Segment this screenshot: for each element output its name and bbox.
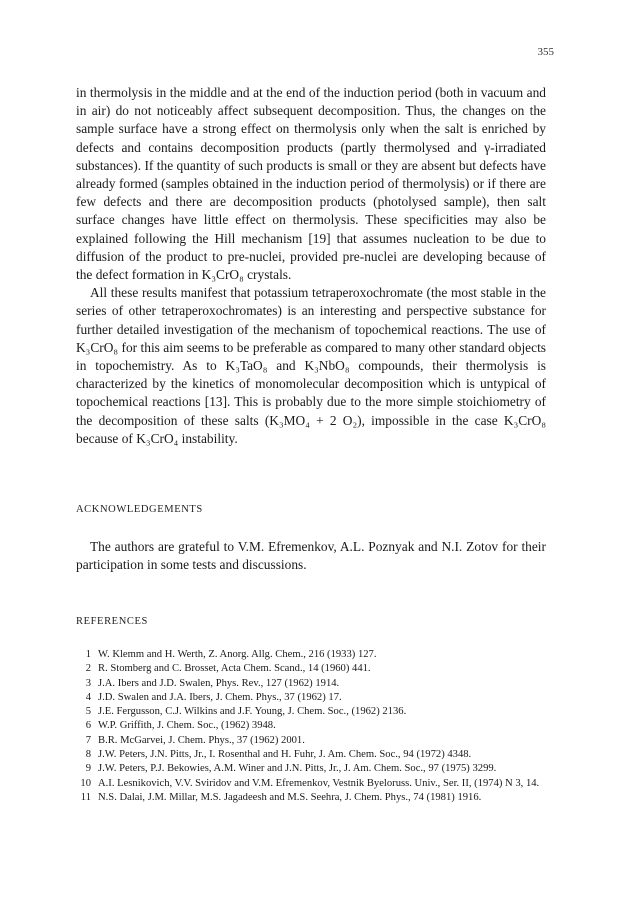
page-number: 355 (537, 46, 554, 58)
acknowledgements-heading: ACKNOWLEDGEMENTS (76, 504, 203, 515)
reference-item (76, 677, 546, 691)
reference-text: J.W. Peters, J.N. Pitts, Jr., I. Rosenthal and H. Fuhr, J. Am. Chem. Soc., 94 (1972) 4348. (98, 749, 472, 761)
reference-text: N.S. Dalai, J.M. Millar, M.S. Jagadeesh and M.S. Seehra, J. Chem. Phys., 74 (1981) 1916. (98, 791, 482, 803)
references-list (76, 648, 546, 805)
reference-number: 2 (85, 663, 91, 675)
reference-number: 8 (85, 749, 91, 761)
reference-text: J.W. Peters, P.J. Bekowies, A.M. Winer and J.N. Pitts, Jr., J. Am. Chem. Soc., 97 (1975) 3299. (98, 763, 497, 775)
reference-item (76, 748, 546, 762)
references-heading: REFERENCES (76, 616, 148, 627)
reference-item (76, 791, 546, 805)
reference-item (76, 777, 546, 791)
reference-text: J.E. Fergusson, C.J. Wilkins and J.F. Young, J. Chem. Soc., (1962) 2136. (98, 706, 407, 718)
reference-number: 10 (80, 777, 91, 789)
reference-number: 11 (80, 791, 91, 803)
reference-item (76, 662, 546, 676)
acknowledgements-text: The authors are grateful to V.M. Efremenkov, A.L. Poznyak and N.I. Zotov for their participation in some tests and discussions. (76, 539, 546, 573)
reference-item (76, 648, 546, 662)
reference-text: B.R. McGarvei, J. Chem. Phys., 37 (1962) 2001. (98, 734, 305, 746)
body-paragraph-1: in thermolysis in the middle and at the end of the induction period (both in vacuum and in air) do not noticeably affect subsequent decomposition. Thus, the changes on the sample surface have a strong effect on thermolysis only when the salt is enriched by defects and contains decomposition products (partly thermolysed and γ-irradiated substances). If the quantity of such products is small or they are absent but defects have already formed (samples obtained in the induction period of thermolysis) or if there are few defects and there are decomposition products (photolysed sample), then salt surface changes have little effect on thermolysis. These specificities may also be explained following the Hill mechanism [19] that assumes nucleation to be due to diffusion of the product to pre-nuclei, provided pre-nuclei are developing because of the defect formation in K₃CrO₈ crystals. (76, 85, 546, 283)
reference-item (76, 762, 546, 776)
reference-number: 6 (85, 720, 91, 732)
reference-number: 3 (85, 677, 91, 689)
body-text (76, 84, 546, 448)
reference-number: 1 (85, 649, 91, 660)
reference-text: W.P. Griffith, J. Chem. Soc., (1962) 3948. (98, 720, 276, 732)
reference-text: W. Klemm and H. Werth, Z. Anorg. Allg. Chem., 216 (1933) 127. (98, 649, 377, 660)
reference-number: 7 (85, 734, 91, 746)
reference-text: J.D. Swalen and J.A. Ibers, J. Chem. Phys., 37 (1962) 17. (98, 691, 342, 703)
reference-item (76, 719, 546, 733)
reference-text: J.A. Ibers and J.D. Swalen, Phys. Rev., 127 (1962) 1914. (98, 677, 340, 689)
reference-number: 4 (85, 691, 91, 703)
body-paragraph-2: All these results manifest that potassium tetraperoxochromate (the most stable in the series of other tetraperoxochromates) is an interesting and perspective substance for further detailed investigation of the mechanism of topochemical reactions. The use of K₃CrO₈ for this aim seems to be preferable as compared to many other standard objects in topochemistry. As to K₃TaO₈ and K₃NbO₈ compounds, their thermolysis is characterized by the kinetics of monomolecular decomposition which is untypical of topochemical reactions [13]. This is probably due to the more simple stoichiometry of the decomposition of these salts (K₃MO₄ + 2 O₂), impossible in the case K₃CrO₈ because of K₃CrO₄ instability. (76, 285, 546, 446)
reference-number: 9 (85, 763, 91, 775)
reference-item (76, 734, 546, 748)
reference-text: A.I. Lesnikovich, V.V. Sviridov and V.M. Efremenkov, Vestnik Byeloruss. Univ., Ser. II, (1974) N 3, 14. (98, 777, 540, 789)
reference-item (76, 691, 546, 705)
reference-text: R. Stomberg and C. Brosset, Acta Chem. Scand., 14 (1960) 441. (98, 663, 371, 675)
reference-number: 5 (85, 706, 91, 718)
reference-item (76, 705, 546, 719)
